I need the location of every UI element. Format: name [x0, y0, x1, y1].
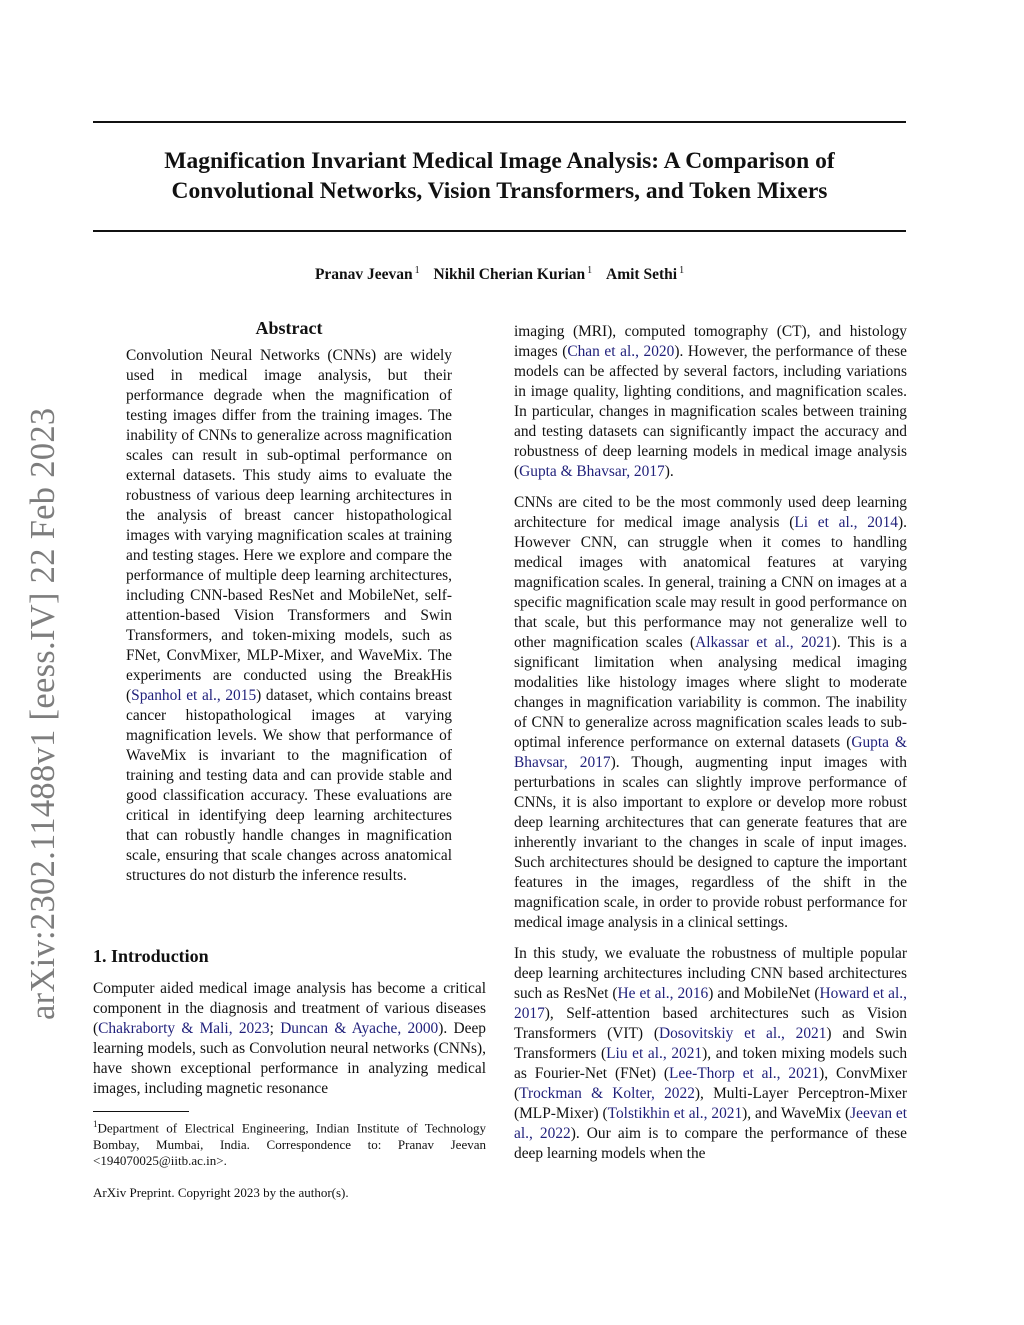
citation-link[interactable]: Lee-Thorp et al., 2021 — [669, 1065, 820, 1082]
body-text: ), and token mixing models such as Fourier-Net (FNet) ( — [514, 1045, 908, 1082]
author-3 — [606, 266, 684, 283]
body-text: In this study, we evaluate the robustness of multiple popular deep learning architectures including CNN based architectures such as ResNet ( — [514, 945, 907, 1002]
introduction-paragraph — [93, 979, 486, 1099]
citation-link[interactable]: Chan et al., 2020 — [567, 343, 675, 360]
citation-link[interactable]: Jeevan et al., 2022 — [514, 1105, 908, 1142]
footnote-rule — [93, 1111, 189, 1112]
abstract-body — [126, 346, 452, 886]
author-name: Amit Sethi — [606, 266, 678, 283]
body-text: ). — [664, 463, 674, 480]
body-text: ). Though, augmenting input images with perturbations in scales can slightly improve performance of CNNs, it is also important to explore or develop more robust deep learning architectures that can generate features that are inherently invariant to the changes in scale of input images. Such architectures should be designed to capture the important features in the images, regardless of the shift in the magnification scale, in order to provide robust performance for medical image analysis in a clinical settings. — [514, 754, 907, 931]
affiliation-mark: 1 — [414, 265, 420, 276]
title-line-1: Magnification Invariant Medical Image Analysis: A Comparison of — [164, 148, 835, 174]
paper-title — [93, 146, 906, 206]
abstract-heading: Abstract — [255, 318, 323, 338]
body-text: ). However CNN, can struggle when it comes to handling medical images with anatomical features at varying magnification scales. In general, training a CNN on images at a specific magnification scale may result in good performance on that scale, but this performance may not generalize well to other magnification scales ( — [514, 514, 907, 651]
arxiv-identifier-text[interactable]: arXiv:2302.11488v1 [eess.IV] 22 Feb 2023 — [24, 407, 62, 1020]
citation-link[interactable]: Li et al., 2014 — [794, 514, 899, 531]
introduction-section — [93, 946, 486, 1099]
body-text: ). However, the performance of these models can be affected by several factors, including variations in image quality, lighting conditions, and magnification scales. In particular, changes in magnification scales between training and testing datasets can significantly impact the accuracy and robustness of deep learning models in medical image analysis ( — [514, 343, 907, 480]
footnote-text: Department of Electrical Engineering, Indian Institute of Technology Bombay, Mumbai, India. Correspondence to: Pranav Jeevan <194070025@iitb.ac.in>. — [93, 1120, 486, 1169]
body-text: imaging (MRI), computed tomography (CT), and histology images ( — [514, 323, 907, 360]
body-text: ). Deep learning models, such as Convolution neural networks (CNNs), have shown exceptional performance in analyzing medical images, including magnetic resonance — [93, 1020, 486, 1097]
body-text: ), and WaveMix ( — [742, 1105, 851, 1122]
title-line-2: Convolutional Networks, Vision Transformers, and Token Mixers — [171, 178, 828, 204]
body-paragraph-1 — [514, 322, 907, 482]
author-1 — [315, 266, 420, 283]
body-paragraph-3 — [514, 944, 907, 1164]
body-paragraph-2 — [514, 493, 907, 933]
affiliation-mark: 1 — [679, 265, 685, 276]
affiliation-footnote — [93, 1116, 486, 1170]
citation-link[interactable]: Alkassar et al., 2021 — [695, 634, 832, 651]
citation-link[interactable]: Howard et al., 2017 — [514, 985, 907, 1022]
body-text: ) dataset, which contains breast cancer histopathological images at varying magnification levels. We show that performance of WaveMix is invariant to the magnification of training and testing data and can provide stable and good classification accuracy. These evaluations are critical in identifying deep learning architectures that can robustly handle changes in magnification scale, ensuring that scale changes across anatomical structures do not disturb the inference results. — [126, 687, 452, 884]
body-text: ; — [269, 1020, 281, 1037]
affiliation-mark: 1 — [587, 265, 593, 276]
body-text: ), ConvMixer ( — [514, 1065, 907, 1102]
citation-link[interactable]: Chakraborty & Mali, 2023 — [98, 1020, 270, 1037]
citation-link[interactable]: Spanhol et al., 2015 — [131, 687, 257, 704]
title-bottom-rule — [93, 230, 906, 232]
citation-link[interactable]: Trockman & Kolter, 2022 — [519, 1085, 695, 1102]
citation-link[interactable]: Gupta & Bhavsar, 2017 — [519, 463, 665, 480]
footnote-mark: 1 — [93, 1119, 98, 1129]
author-2 — [434, 266, 593, 283]
body-text: ) and MobileNet ( — [708, 985, 820, 1002]
body-text: ), Multi-Layer Perceptron-Mixer (MLP-Mixer) ( — [514, 1085, 907, 1122]
citation-link[interactable]: Tolstikhin et al., 2021 — [607, 1105, 743, 1122]
citation-link[interactable]: Liu et al., 2021 — [606, 1045, 703, 1062]
body-text: ). This is a significant limitation when analysing medical imaging modalities like histology images where slight to moderate changes in magnification variability is common. The inability of CNN to generalize across magnification scales leads to sub-optimal inference performance on external datasets ( — [514, 634, 907, 751]
introduction-heading: 1. Introduction — [93, 946, 209, 966]
title-top-rule — [93, 121, 906, 123]
citation-link[interactable]: He et al., 2016 — [617, 985, 709, 1002]
body-text: ) and Swin Transformers ( — [514, 1025, 907, 1062]
body-text: Convolution Neural Networks (CNNs) are widely used in medical image analysis, but their performance degrade when the magnification of testing images differ from the training images. The inability of CNNs to generalize across magnification scales can result in sub-optimal performance on external datasets. This study aims to evaluate the robustness of various deep learning architectures in the analysis of breast cancer histopathological images with varying magnification scales at training and testing stages. Here we explore and compare the performance of multiple deep learning architectures, including CNN-based ResNet and MobileNet, self-attention-based Vision Transformers and Swin Transformers, and token-mixing models, such as FNet, ConvMixer, MLP-Mixer, and WaveMix. The experiments are conducted using the BreakHis ( — [126, 347, 452, 704]
citation-link[interactable]: Duncan & Ayache, 2000 — [280, 1020, 439, 1037]
right-column — [514, 322, 907, 1164]
abstract-section — [126, 318, 452, 886]
body-text: ), Self-attention based architectures such as Vision Transformers (VIT) ( — [514, 1005, 907, 1042]
citation-link[interactable]: Gupta & Bhavsar, 2017 — [514, 734, 907, 771]
citation-link[interactable]: Dosovitskiy et al., 2021 — [658, 1025, 827, 1042]
author-name: Pranav Jeevan — [314, 266, 413, 283]
body-text: CNNs are cited to be the most commonly used deep learning architecture for medical image analysis ( — [514, 494, 907, 531]
body-text: Computer aided medical image analysis has become a critical component in the diagnosis and treatment of various diseases ( — [93, 980, 486, 1037]
author-list — [93, 265, 906, 284]
author-name: Nikhil Cherian Kurian — [433, 266, 586, 283]
preprint-note: ArXiv Preprint. Copyright 2023 by the author(s). — [93, 1185, 349, 1200]
body-text: ). Our aim is to compare the performance of these deep learning models when the — [514, 1125, 908, 1162]
